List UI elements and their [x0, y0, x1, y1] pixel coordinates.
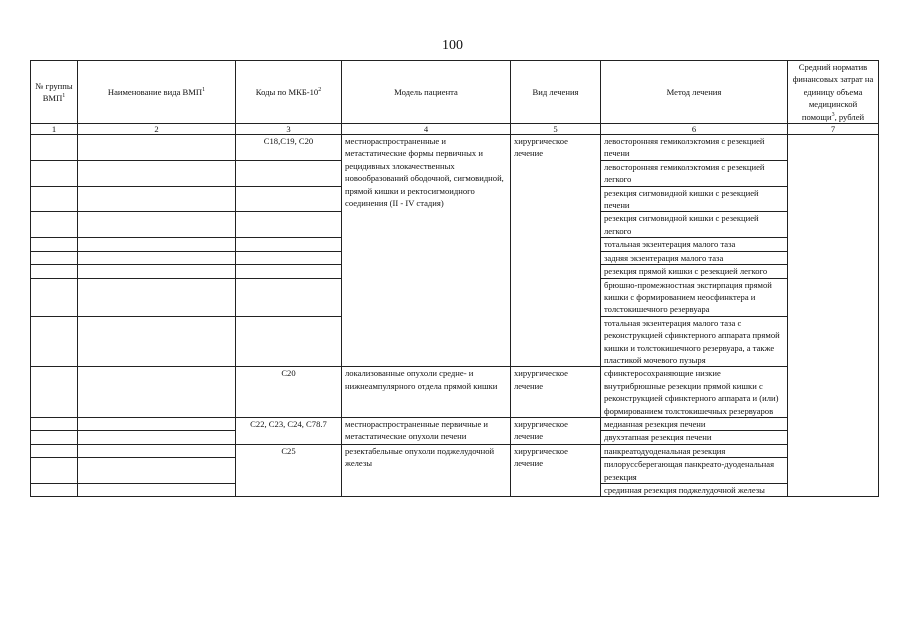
vmp-name-cell: [78, 135, 236, 161]
group-number-cell: [31, 444, 78, 457]
icd-codes-cell: [236, 251, 342, 264]
vmp-name-cell: [78, 431, 236, 444]
treatment-method-cell: левосторонняя гемиколэктомия с резекцией печени: [601, 135, 788, 161]
icd-codes-cell: [236, 316, 342, 367]
treatment-type-cell: хирургическое лечение: [511, 444, 601, 497]
icd-codes-cell: [236, 160, 342, 186]
group-number-cell: [31, 417, 78, 430]
treatment-method-cell: тотальная экзентерация малого таза с реконструкцией сфинктерного аппарата прямой кишки и толстокишечного резервуара, а также пластикой мочевого пузыря: [601, 316, 788, 367]
header-avg-cost: Средний норматив финансовых затрат на единицу объема медицинской помощи$^3$, рублей: [788, 61, 879, 124]
column-number: 5: [511, 124, 601, 135]
vmp-name-cell: [78, 417, 236, 430]
treatment-method-cell: тотальная экзентерация малого таза: [601, 238, 788, 251]
table-row: [31, 444, 879, 457]
treatment-type-cell: хирургическое лечение: [511, 135, 601, 367]
treatment-method-cell: срединная резекция поджелудочной железы: [601, 484, 788, 497]
table-row: [31, 417, 879, 430]
vmp-name-cell: [78, 212, 236, 238]
patient-model-cell: локализованные опухоли средне- и нижнеампулярного отдела прямой кишки: [342, 367, 511, 418]
vmp-name-cell: [78, 444, 236, 457]
group-number-cell: [31, 251, 78, 264]
treatment-method-cell: резекция сигмовидной кишки с резекцией печени: [601, 186, 788, 212]
group-number-cell: [31, 265, 78, 278]
column-number: 1: [31, 124, 78, 135]
column-number: 7: [788, 124, 879, 135]
column-number: 6: [601, 124, 788, 135]
column-number: 4: [342, 124, 511, 135]
vmp-name-cell: [78, 316, 236, 367]
patient-model-cell: местнораспространенные первичные и метастатические опухоли печени: [342, 417, 511, 444]
header-patient-model: Модель пациента: [342, 61, 511, 124]
header-group-number: № группы ВМП$^1$: [31, 61, 78, 124]
header-treatment-method: Метод лечения: [601, 61, 788, 124]
group-number-cell: [31, 238, 78, 251]
treatment-method-cell: медианная резекция печени: [601, 417, 788, 430]
icd-codes-cell: C18,C19, C20: [236, 135, 342, 161]
treatment-method-cell: брюшно-промежностная экстирпация прямой кишки с формированием неосфинктера и толстокишечного резервуара: [601, 278, 788, 316]
group-number-cell: [31, 367, 78, 418]
group-number-cell: [31, 212, 78, 238]
group-number-cell: [31, 484, 78, 497]
column-number: 3: [236, 124, 342, 135]
icd-codes-cell: [236, 186, 342, 212]
treatment-type-cell: хирургическое лечение: [511, 367, 601, 418]
treatment-method-cell: пилоруссберегающая панкреато-дуоденальная резекция: [601, 458, 788, 484]
table-row: [31, 135, 879, 161]
treatment-method-cell: сфинктеросохраняющие низкие внутрибрюшные резекции прямой кишки с реконструкцией сфинктерного аппарата и (или) формированием толстокишечных резервуаров: [601, 367, 788, 418]
column-number: 2: [78, 124, 236, 135]
group-number-cell: [31, 431, 78, 444]
group-number-cell: [31, 458, 78, 484]
vmp-table: [30, 60, 879, 497]
vmp-name-cell: [78, 458, 236, 484]
treatment-method-cell: резекция прямой кишки с резекцией легкого: [601, 265, 788, 278]
treatment-type-cell: хирургическое лечение: [511, 417, 601, 444]
icd-codes-cell: C22, C23, C24, C78.7: [236, 417, 342, 444]
vmp-name-cell: [78, 251, 236, 264]
treatment-method-cell: левосторонняя гемиколэктомия с резекцией легкого: [601, 160, 788, 186]
group-number-cell: [31, 278, 78, 316]
icd-codes-cell: [236, 238, 342, 251]
icd-codes-cell: [236, 278, 342, 316]
treatment-method-cell: задняя экзентерация малого таза: [601, 251, 788, 264]
icd-codes-cell: [236, 212, 342, 238]
vmp-name-cell: [78, 186, 236, 212]
treatment-method-cell: двухэтапная резекция печени: [601, 431, 788, 444]
patient-model-cell: местнораспространенные и метастатические формы первичных и рецидивных злокачественных новообразований ободочной, сигмовидной, прямой кишки и ректосигмоидного соединения (II - IV стадия): [342, 135, 511, 367]
avg-cost-cell: [788, 135, 879, 497]
group-number-cell: [31, 135, 78, 161]
icd-codes-cell: C20: [236, 367, 342, 418]
icd-codes-cell: C25: [236, 444, 342, 497]
vmp-name-cell: [78, 484, 236, 497]
patient-model-cell: резектабельные опухоли поджелудочной железы: [342, 444, 511, 497]
vmp-name-cell: [78, 367, 236, 418]
page-number: 100: [442, 38, 463, 53]
group-number-cell: [31, 160, 78, 186]
treatment-method-cell: панкреатодуоденальная резекция: [601, 444, 788, 457]
vmp-name-cell: [78, 265, 236, 278]
treatment-method-cell: резекция сигмовидной кишки с резекцией легкого: [601, 212, 788, 238]
vmp-name-cell: [78, 160, 236, 186]
header-icd-codes: Коды по МКБ-$10^2$: [236, 61, 342, 124]
vmp-name-cell: [78, 278, 236, 316]
icd-codes-cell: [236, 265, 342, 278]
table-row: [31, 367, 879, 418]
group-number-cell: [31, 186, 78, 212]
header-treatment-type: Вид лечения: [511, 61, 601, 124]
vmp-name-cell: [78, 238, 236, 251]
header-vmp-name: Наименование вида ВМП$^1$: [78, 61, 236, 124]
group-number-cell: [31, 316, 78, 367]
